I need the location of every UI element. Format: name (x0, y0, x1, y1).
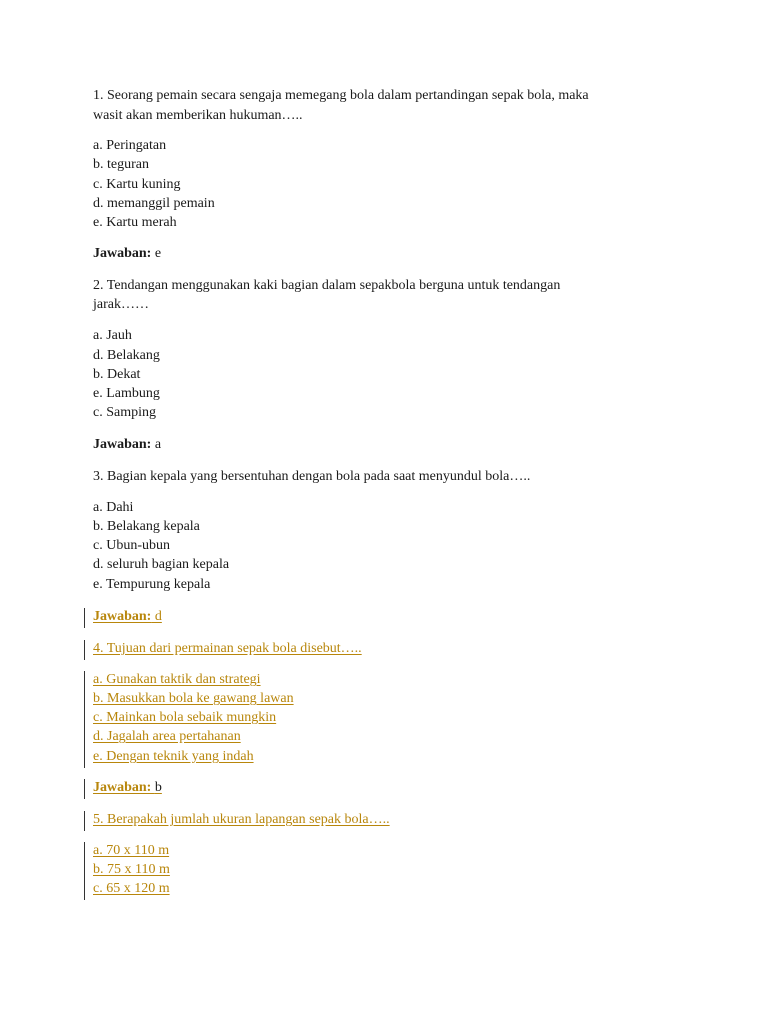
answer-label: Jawaban: (93, 246, 152, 261)
question-3-option-b: b. Belakang kepala (93, 519, 200, 534)
answer-label: Jawaban: (93, 609, 152, 624)
question-1-text-line-1: 1. Seorang pemain secara sengaja memegang bola dalam pertandingan sepak bola, maka (93, 88, 589, 103)
answer-value: b (154, 780, 162, 795)
answer-label: Jawaban: (93, 437, 152, 452)
question-5-option-b: b. 75 x 110 m (93, 862, 170, 877)
question-4-option-b: b. Masukkan bola ke gawang lawan (93, 691, 294, 706)
question-1-option-b: b. teguran (93, 157, 149, 172)
question-4-text: 4. Tujuan dari permainan sepak bola disebut….. (93, 641, 362, 656)
question-4-answer (93, 779, 162, 797)
change-bar (84, 779, 85, 799)
question-4-option-a: a. Gunakan taktik dan strategi (93, 672, 261, 687)
question-2-option-2: d. Belakang (93, 348, 160, 363)
change-bar (84, 671, 85, 768)
change-bar (84, 842, 85, 900)
question-2-text-line-2: jarak…… (93, 297, 149, 312)
answer-value: d (151, 609, 162, 624)
answer-value: a (151, 437, 162, 452)
answer-value: e (151, 246, 162, 261)
question-1-text-line-2: wasit akan memberikan hukuman….. (93, 108, 303, 123)
question-3-option-d: d. seluruh bagian kepala (93, 557, 230, 572)
question-3-answer (93, 608, 162, 626)
question-2-option-4: e. Lambung (93, 386, 160, 401)
question-1-option-c: c. Kartu kuning (93, 177, 181, 192)
change-bar (84, 640, 85, 660)
question-5-text: 5. Berapakah jumlah ukuran lapangan sepak bola….. (93, 812, 390, 827)
question-1-option-d: d. memanggil pemain (93, 196, 215, 211)
question-5-option-a: a. 70 x 110 m (93, 843, 170, 858)
question-3-text: 3. Bagian kepala yang bersentuhan dengan bola pada saat menyundul bola….. (93, 469, 531, 484)
question-1-answer (93, 245, 161, 263)
question-2-option-3: b. Dekat (93, 367, 141, 382)
change-bar (84, 608, 85, 628)
question-4-option-c: c. Mainkan bola sebaik mungkin (93, 710, 277, 725)
question-2-option-5: c. Samping (93, 405, 156, 420)
question-5-option-c: c. 65 x 120 m (93, 881, 170, 896)
question-2-text-line-1: 2. Tendangan menggunakan kaki bagian dalam sepakbola berguna untuk tendangan (93, 278, 561, 293)
change-bar (84, 811, 85, 831)
question-1-option-a: a. Peringatan (93, 138, 167, 153)
question-3-option-c: c. Ubun-ubun (93, 538, 170, 553)
question-4-option-e: e. Dengan teknik yang indah (93, 749, 254, 764)
question-4-option-d: d. Jagalah area pertahanan (93, 729, 241, 744)
question-1-option-e: e. Kartu merah (93, 215, 177, 230)
question-2-option-1: a. Jauh (93, 328, 132, 343)
question-3-option-e: e. Tempurung kepala (93, 577, 211, 592)
question-3-option-a: a. Dahi (93, 500, 134, 515)
answer-label: Jawaban: (93, 780, 155, 795)
question-2-answer (93, 436, 161, 454)
